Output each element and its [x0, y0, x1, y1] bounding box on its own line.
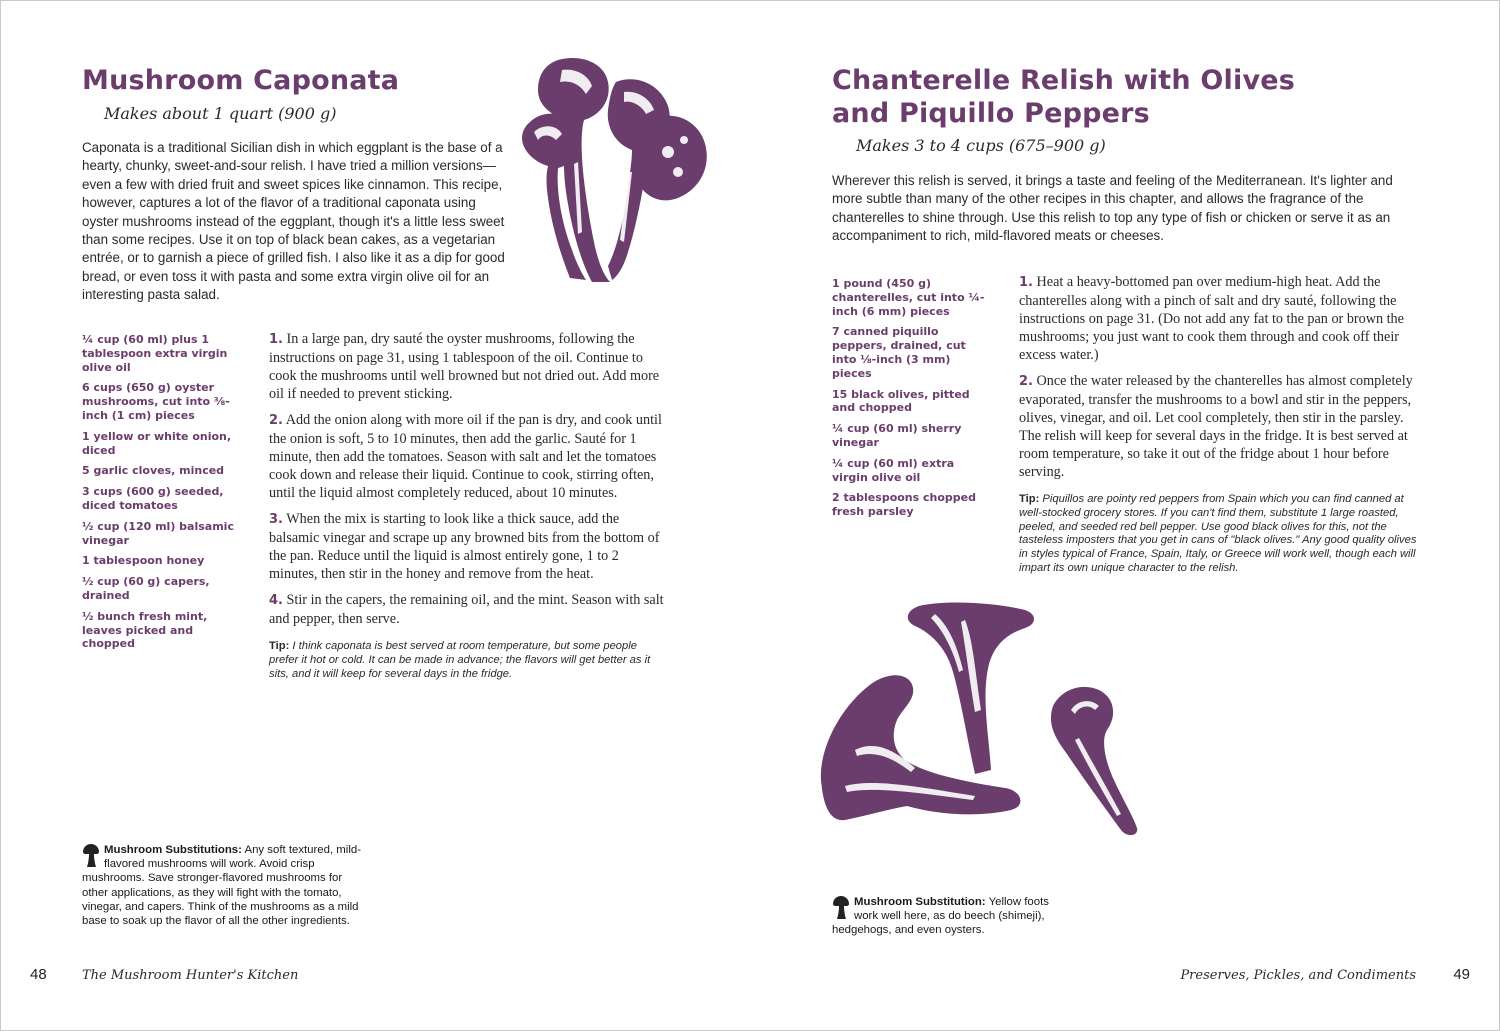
method-step	[1019, 372, 1421, 481]
step-number: 3.	[269, 512, 283, 527]
mushroom-icon	[82, 844, 100, 868]
substitution-text: Any soft textured, mild-flavored mushrooms will work. Avoid crisp mushrooms. Save stronger-flavored mushrooms for other applications, as they will fight with the tomato, vinegar, and capers. Think of the mushrooms as a mild base to soak up the flavor of all the other ingredients.	[82, 844, 361, 928]
ingredient-item: ½ cup (120 ml) balsamic vinegar	[82, 519, 234, 547]
ingredient-item: 1 tablespoon honey	[82, 554, 205, 568]
method-step	[269, 510, 669, 583]
substitution-label: Mushroom Substitution:	[854, 896, 986, 908]
recipe-yield-left: Makes about 1 quart (900 g)	[104, 104, 337, 123]
ingredient-item: ¼ cup (60 ml) plus 1 tablespoon extra virgin olive oil	[82, 333, 228, 374]
step-number: 1.	[1019, 275, 1033, 290]
chanterelle-illustration	[815, 600, 1145, 840]
recipe-yield-right: Makes 3 to 4 cups (675–900 g)	[856, 136, 1106, 155]
ingredient-item: ¼ cup (60 ml) sherry vinegar	[832, 422, 962, 449]
ingredient-item: 3 cups (600 g) seeded, diced tomatoes	[82, 485, 224, 512]
substitution-label: Mushroom Substitutions:	[104, 844, 242, 856]
page-number-right: 49	[1453, 966, 1470, 983]
step-text: In a large pan, dry sauté the oyster mushrooms, following the instructions on page 31, using 1 tablespoon of the oil. Continue to cook the mushrooms until well browned but not dried out. Add more oil if needed to prevent sticking.	[269, 331, 660, 402]
method-steps-right	[1019, 273, 1421, 576]
step-number: 2.	[1019, 374, 1033, 389]
step-text: Stir in the capers, the remaining oil, and the mint. Season with salt and pepper, then serve.	[269, 592, 664, 627]
oyster-mushroom-illustration	[508, 52, 710, 284]
step-number: 1.	[269, 332, 283, 347]
tip-text: I think caponata is best served at room temperature, but some people prefer it hot or cold. It can be made in advance; the flavors will get better as it sits, and it will keep for several days in the fridge.	[269, 640, 651, 680]
step-number: 4.	[269, 593, 283, 608]
method-step	[1019, 273, 1421, 364]
method-step	[269, 330, 669, 403]
method-step	[269, 411, 669, 502]
ingredient-item: 7 canned piquillo peppers, drained, cut into ⅛-inch (3 mm) pieces	[832, 325, 966, 380]
method-steps-left	[269, 330, 669, 681]
running-head-right: Preserves, Pickles, and Condiments	[1180, 968, 1416, 983]
substitution-note-right	[832, 895, 1072, 938]
step-text: Once the water released by the chanterelles has almost completely evaporated, transfer the mushrooms to a bowl and stir in the peppers, olives, vinegar, and oil. Let cool completely, then stir in the parsley. The relish will keep for several days in the fridge. It is best served at room temperature, so take it out of the fridge about 1 hour before serving.	[1019, 373, 1413, 480]
ingredient-item: 15 black olives, pitted and chopped	[832, 387, 970, 415]
ingredients-list-left	[82, 333, 242, 658]
title-line: Chanterelle Relish with Olives	[832, 65, 1296, 96]
title-line: and Piquillo Peppers	[832, 98, 1150, 129]
recipe-title-right	[832, 64, 1295, 130]
ingredient-item: ¼ cup (60 ml) extra virgin olive oil	[832, 456, 955, 484]
page-number-left: 48	[30, 966, 47, 983]
recipe-title-left: Mushroom Caponata	[82, 65, 400, 96]
intro-paragraph-right: Wherever this relish is served, it brings a taste and feeling of the Mediterranean. It's lighter and more subtle than many of the other recipes in this chapter, and allows the fragrance of the chanterelles to shine through. Use this relish to top any type of fish or chicken or serve it as an accompaniment to rich, mild-flavored meats or cheeses.	[832, 173, 1393, 244]
tip-note-right	[1019, 493, 1421, 576]
ingredient-item: ½ cup (60 g) capers, drained	[82, 575, 210, 602]
step-text: Heat a heavy-bottomed pan over medium-high heat. Add the chanterelles along with a pinch of salt and dry sauté, following the instructions on page 31. (Do not add any fat to the pan or brown the mushrooms; you just want to cook them through and cook off their excess water.)	[1019, 274, 1404, 363]
running-head-left: The Mushroom Hunter's Kitchen	[82, 968, 299, 983]
ingredient-item: 6 cups (650 g) oyster mushrooms, cut into ⅜-inch (1 cm) pieces	[82, 381, 230, 422]
tip-note-left	[269, 640, 669, 681]
tip-label: Tip:	[269, 640, 290, 652]
tip-label: Tip:	[1019, 493, 1040, 505]
step-number: 2.	[269, 413, 283, 428]
step-text: When the mix is starting to look like a thick sauce, add the balsamic vinegar and scrape up any browned bits from the bottom of the pan. Reduce until the liquid is almost entirely gone, 1 to 2 minutes, then stir in the honey and remove from the heat.	[269, 511, 660, 582]
step-text: Add the onion along with more oil if the pan is dry, and cook until the onion is soft, 5 to 10 minutes, then add the garlic. Sauté for 1 minute, then add the tomatoes. Season with salt and let the tomatoes cook down and release their liquid. Continue to cook, stirring often, until the liquid almost completely reduced, about 10 minutes.	[269, 412, 662, 501]
substitution-note-left	[82, 843, 362, 928]
substitution-text: Yellow foots work well here, as do beech (shimeji), hedgehogs, and even oysters.	[832, 896, 1049, 937]
ingredient-item: 2 tablespoons chopped fresh parsley	[832, 491, 977, 519]
ingredient-item: 5 garlic cloves, minced	[82, 464, 225, 478]
ingredient-item: 1 yellow or white onion, diced	[82, 429, 232, 457]
ingredient-item: 1 pound (450 g) chanterelles, cut into ¼-inch (6 mm) pieces	[832, 277, 985, 318]
mushroom-icon	[832, 896, 850, 920]
ingredients-list-right	[832, 277, 992, 526]
tip-text: Piquillos are pointy red peppers from Spain which you can find canned at well-stocked grocery stores. If you can't find them, substitute 1 large roasted, peeled, and seeded red bell pepper. Use good black olives for this, not the tasteless imposters that you get in cans of "black olives." Any good quality olives in styles typical of France, Spain, Italy, or Greece will work well, though each will impart its own unique character to the relish.	[1019, 493, 1417, 574]
method-step	[269, 591, 669, 628]
ingredient-item: ½ bunch fresh mint, leaves picked and chopped	[82, 609, 208, 651]
intro-paragraph-left: Caponata is a traditional Sicilian dish in which eggplant is the base of a hearty, chunky, sweet-and-sour relish. I have tried a million versions—even a few with dried fruit and sweet spices like cinnamon. This recipe, however, captures a lot of the flavor of a traditional caponata using oyster mushrooms instead of the eggplant, though it's a little less sweet than some recipes. Use it on top of black bean cakes, as a vegetarian entrée, or to garnish a piece of grilled fish. I also like it as a dip for good bread, or even toss it with pasta and some extra virgin olive oil for an interesting pasta salad.	[82, 140, 505, 303]
